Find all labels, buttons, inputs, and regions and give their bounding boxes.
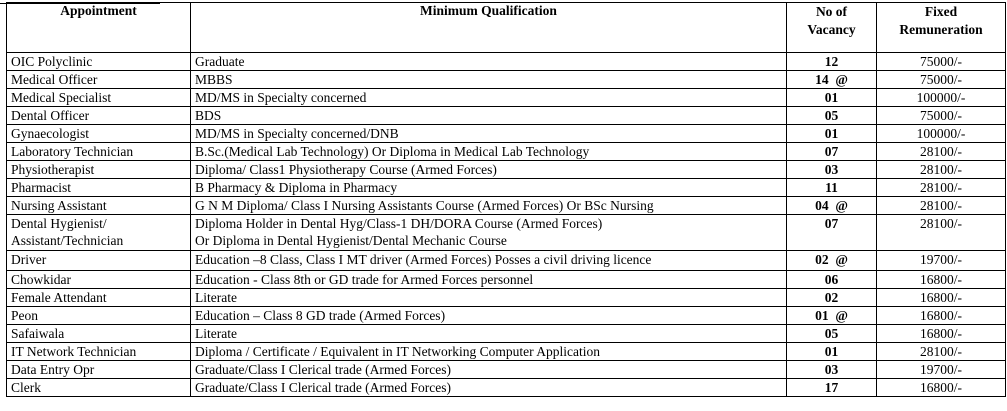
qualification-text: BDS	[195, 108, 222, 123]
table-row	[7, 89, 1006, 107]
cell-qualification	[191, 161, 787, 179]
cell-appointment	[7, 197, 191, 215]
cell-remuneration: 16800/-	[877, 307, 1006, 325]
table-row	[7, 343, 1006, 361]
appointment-text: Chowkidar	[11, 272, 71, 287]
cell-vacancy: 04 @	[787, 197, 877, 215]
qualification-text: B Pharmacy & Diploma in Pharmacy	[195, 180, 398, 195]
table-body	[7, 53, 1006, 397]
qualification-text: MD/MS in Specialty concerned	[195, 90, 367, 105]
cell-vacancy: 01	[787, 343, 877, 361]
cell-remuneration: 16800/-	[877, 379, 1006, 397]
cell-remuneration: 16800/-	[877, 325, 1006, 343]
cell-appointment	[7, 53, 191, 71]
cell-qualification	[191, 71, 787, 89]
cell-appointment	[7, 179, 191, 197]
cell-appointment	[7, 325, 191, 343]
appointment-text: Physiotherapist	[11, 162, 95, 177]
cell-qualification	[191, 179, 787, 197]
cell-qualification	[191, 251, 787, 271]
cell-qualification	[191, 271, 787, 289]
cell-appointment	[7, 379, 191, 397]
cell-remuneration: 16800/-	[877, 289, 1006, 307]
table-row	[7, 71, 1006, 89]
cell-qualification	[191, 53, 787, 71]
cell-appointment	[7, 307, 191, 325]
cell-remuneration: 28100/-	[877, 197, 1006, 215]
qualification-text: Diploma/ Class1 Physiotherapy Course (Armed Forces)	[195, 162, 497, 177]
cell-qualification	[191, 125, 787, 143]
table-row	[7, 251, 1006, 271]
qualification-text: Diploma Holder in Dental Hyg/Class-1 DH/DORA Course (Armed Forces)	[195, 216, 603, 231]
appointment-text: Data Entry Opr	[11, 362, 95, 377]
table-row	[7, 307, 1006, 325]
table-row	[7, 125, 1006, 143]
appointment-text: Nursing Assistant	[11, 198, 107, 213]
header-remuneration: Fixed Remuneration	[877, 3, 1006, 53]
table-row	[7, 361, 1006, 379]
table-row	[7, 143, 1006, 161]
cell-vacancy: 01 @	[787, 307, 877, 325]
cell-appointment	[7, 251, 191, 271]
cell-remuneration: 28100/-	[877, 343, 1006, 361]
appointment-text: Laboratory Technician	[11, 144, 134, 159]
cell-vacancy: 05	[787, 325, 877, 343]
cell-remuneration: 75000/-	[877, 107, 1006, 125]
qualification-text: Education – Class 8 GD trade (Armed Forces)	[195, 308, 446, 323]
cell-vacancy: 14 @	[787, 71, 877, 89]
header-vacancy: No of Vacancy	[787, 3, 877, 53]
appointment-text: Dental Officer	[11, 108, 90, 123]
qualification-text: B.Sc.(Medical Lab Technology) Or Diploma in Medical Lab Technology	[195, 144, 590, 159]
cell-qualification	[191, 361, 787, 379]
cell-appointment	[7, 143, 191, 161]
cell-appointment	[7, 125, 191, 143]
appointment-text: OIC Polyclinic	[11, 54, 93, 69]
cell-qualification	[191, 307, 787, 325]
table-row	[7, 271, 1006, 289]
appointment-text: Gynaecologist	[11, 126, 89, 141]
cell-vacancy: 12	[787, 53, 877, 71]
appointment-text: Female Attendant	[11, 290, 107, 305]
cell-vacancy: 17	[787, 379, 877, 397]
cell-vacancy: 07	[787, 215, 877, 251]
cell-appointment	[7, 71, 191, 89]
appointment-text-line2: Assistant/Technician	[11, 233, 124, 248]
cell-appointment	[7, 289, 191, 307]
qualification-text: Diploma / Certificate / Equivalent in IT Networking Computer Application	[195, 344, 601, 359]
appointment-text: Dental Hygienist/	[11, 216, 107, 231]
cell-vacancy: 03	[787, 161, 877, 179]
appointment-text: Medical Officer	[11, 72, 98, 87]
cell-vacancy: 03	[787, 361, 877, 379]
cell-qualification	[191, 107, 787, 125]
cell-qualification	[191, 197, 787, 215]
qualification-text: Graduate/Class I Clerical trade (Armed Forces)	[195, 362, 452, 377]
table-row	[7, 107, 1006, 125]
table-row	[7, 161, 1006, 179]
cell-appointment	[7, 215, 191, 251]
cell-qualification	[191, 89, 787, 107]
cell-appointment	[7, 343, 191, 361]
cell-remuneration: 100000/-	[877, 89, 1006, 107]
appointment-text: Peon	[11, 308, 38, 323]
cell-qualification	[191, 289, 787, 307]
table-row	[7, 325, 1006, 343]
cell-remuneration: 19700/-	[877, 251, 1006, 271]
qualification-text: Education –8 Class, Class I MT driver (Armed Forces) Posses a civil driving licence	[195, 252, 652, 267]
qualification-text: MD/MS in Specialty concerned/DNB	[195, 126, 399, 141]
table-row	[7, 289, 1006, 307]
cell-vacancy: 05	[787, 107, 877, 125]
qualification-text: Graduate	[195, 54, 245, 69]
cell-appointment	[7, 107, 191, 125]
qualification-text: Graduate/Class I Clerical trade (Armed Forces)	[195, 380, 452, 395]
cell-remuneration: 16800/-	[877, 271, 1006, 289]
cell-remuneration: 75000/-	[877, 71, 1006, 89]
cell-remuneration: 100000/-	[877, 125, 1006, 143]
cell-vacancy: 02 @	[787, 251, 877, 271]
cell-qualification	[191, 343, 787, 361]
header-row	[7, 3, 1006, 53]
cell-remuneration: 28100/-	[877, 161, 1006, 179]
table-row	[7, 53, 1006, 71]
appointment-text: Pharmacist	[11, 180, 71, 195]
cell-qualification	[191, 379, 787, 397]
appointment-text: IT Network Technician	[11, 344, 137, 359]
table-row	[7, 215, 1006, 251]
qualification-text: Literate	[195, 290, 237, 305]
table-row	[7, 379, 1006, 397]
cell-remuneration: 19700/-	[877, 361, 1006, 379]
header-qualification: Minimum Qualification	[191, 3, 787, 53]
table-row	[7, 179, 1006, 197]
appointment-text: Clerk	[11, 380, 41, 395]
cell-remuneration: 28100/-	[877, 143, 1006, 161]
cell-appointment	[7, 271, 191, 289]
cell-vacancy: 01	[787, 89, 877, 107]
qualification-text: Education - Class 8th or GD trade for Armed Forces personnel	[195, 272, 534, 287]
cell-qualification	[191, 215, 787, 251]
cell-vacancy: 06	[787, 271, 877, 289]
cell-appointment	[7, 161, 191, 179]
cell-vacancy: 11	[787, 179, 877, 197]
vacancy-table	[6, 2, 1006, 397]
table-row	[7, 197, 1006, 215]
appointment-text: Safaiwala	[11, 326, 65, 341]
qualification-text: G N M Diploma/ Class I Nursing Assistants Course (Armed Forces) Or BSc Nursing	[195, 198, 654, 213]
cell-qualification	[191, 325, 787, 343]
appointment-text: Medical Specialist	[11, 90, 112, 105]
appointment-text: Driver	[11, 252, 47, 267]
cell-remuneration: 28100/-	[877, 215, 1006, 251]
qualification-text-line2: Or Diploma in Dental Hygienist/Dental Mechanic Course	[195, 233, 507, 248]
qualification-text: MBBS	[195, 72, 233, 87]
cell-vacancy: 01	[787, 125, 877, 143]
cell-vacancy: 02	[787, 289, 877, 307]
cell-remuneration: 75000/-	[877, 53, 1006, 71]
header-appointment: Appointment	[7, 3, 191, 53]
qualification-text: Literate	[195, 326, 237, 341]
cell-qualification	[191, 143, 787, 161]
cell-vacancy: 07	[787, 143, 877, 161]
cell-remuneration: 28100/-	[877, 179, 1006, 197]
cell-appointment	[7, 89, 191, 107]
cell-appointment	[7, 361, 191, 379]
